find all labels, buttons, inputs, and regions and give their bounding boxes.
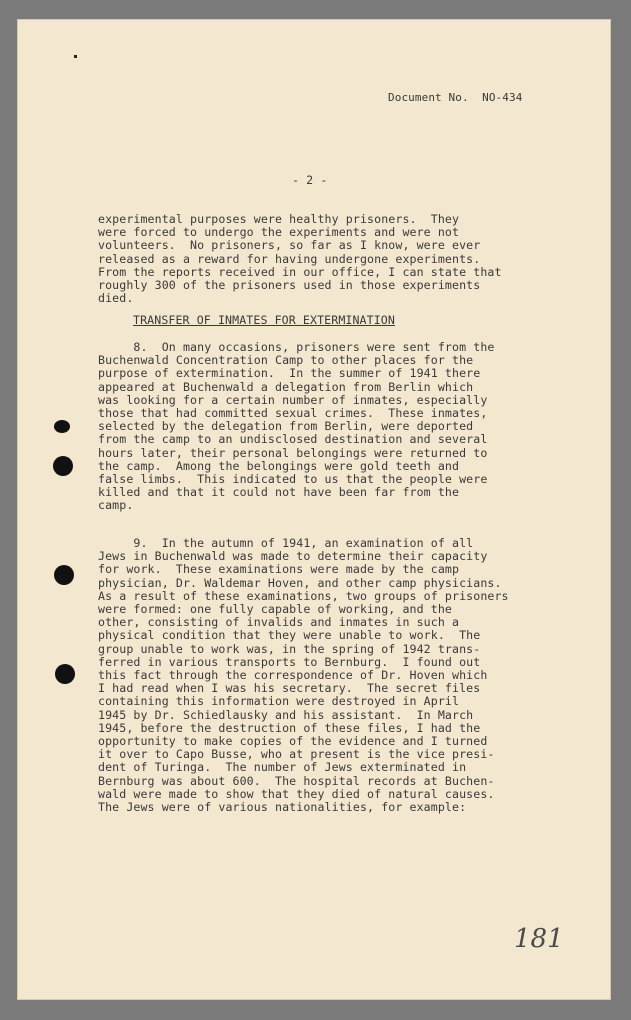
punch-hole (54, 565, 74, 585)
paragraph-8: 8. On many occasions, prisoners were sent from the Buchenwald Concentration Camp to other places for the purpose of extermination. In the summer of 1941 there appeared at Buchenwald a delegation from Berlin which was looking for a certain number of inmates, especially those that had committed sexual crimes. These inmates, selected by the delegation from Berlin, were deported from the camp to an undisclosed destination and several hours later, their personal belongings were returned to the camp. Among the belongings were gold teeth and false limbs. This indicated to us that the people were killed and that it could not have been far from the camp. (98, 340, 495, 513)
section-heading: TRANSFER OF INMATES FOR EXTERMINATION (133, 313, 395, 327)
document-page (17, 19, 611, 1000)
handwritten-folio-number: 181 (514, 924, 564, 954)
page-number: - 2 - (292, 173, 328, 187)
paragraph-9: 9. In the autumn of 1941, an examination of all Jews in Buchenwald was made to determine their capacity for work. These examinations were made by the camp physician, Dr. Waldemar Hoven, and other camp physicians. As a result of these examinations, two groups of prisoners were formed: one fully capable of working, and the other, consisting of invalids and inmates in such a physical condition that they were unable to work. The group unable to work was, in the spring of 1942 trans- ferred in various transports to Bernburg. I found out this fact through the correspondence of Dr. Hoven which I had read when I was his secretary. The secret files containing this information were destroyed in April 1945 by Dr. Schiedlausky and his assistant. In March 1945, before the destruction of these files, I had the opportunity to make copies of the evidence and I turned it over to Capo Busse, who at present is the vice presi- dent of Turinga. The number of Jews exterminated in Bernburg was about 600. The hospital records at Buchen- wald were made to show that they died of natural causes. The Jews were of various nationalities, for example: (98, 536, 509, 815)
document-number: Document No. NO-434 (388, 91, 523, 104)
ink-mark (74, 55, 77, 58)
paragraph-continued: experimental purposes were healthy prisoners. They were forced to undergo the experiments and were not volunteers. No prisoners, so far as I know, were ever released as a reward for having undergone experiments. From the reports received in our office, I can state that roughly 300 of the prisoners used in those experiments died. (98, 212, 502, 306)
punch-hole (54, 420, 70, 433)
punch-hole (53, 456, 73, 476)
punch-hole (55, 664, 75, 684)
